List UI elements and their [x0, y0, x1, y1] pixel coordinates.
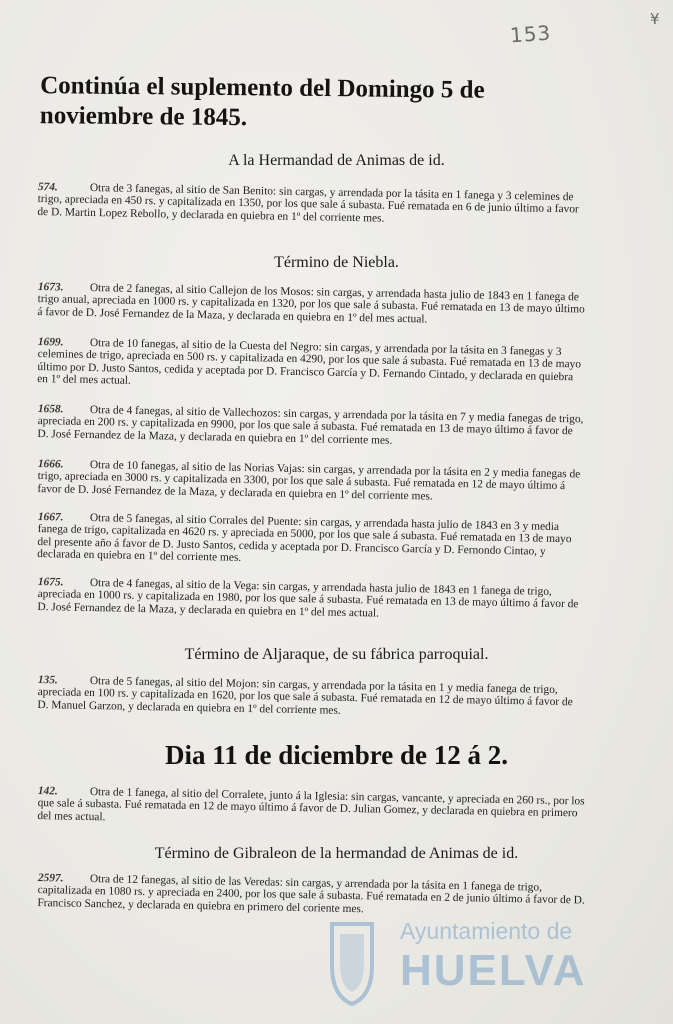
section-heading-hermandad: A la Hermandad de Animas de id.: [228, 152, 445, 169]
list-item: [37, 511, 586, 571]
entry-text: Otra de 3 fanegas, al sitio de San Benito: sin cargas, y arrendada por la tásita en 1 fanega y 3 celemines de trigo, apreciada en 450 rs. y capitalizada en 1350, por los que sale á subasta. Fué rematada en 6 de junio último a favor de D. Martin Lopez Rebollo, y declarada en quiebra en 1º del corriente mes.: [37, 181, 579, 225]
watermark-line1: Ayuntamiento de: [400, 918, 573, 944]
section-heading-aljaraque: Término de Aljaraque, de su fábrica parroquial.: [184, 646, 489, 663]
entry-number: 1673.: [37, 281, 64, 294]
section-heading-dia: Dia 11 de diciembre de 12 á 2.: [165, 740, 508, 770]
section-heading-niebla: Término de Niebla.: [274, 254, 399, 271]
list-item: [37, 403, 586, 451]
entry-number: 1675.: [37, 576, 64, 589]
list-item: [37, 576, 586, 624]
entry-text: Otra de 12 fanegas, al sitio de las Veredas: sin cargas, y arrendada por la tásita en 1 fanega de trigo, capitalizada en 1080 rs. y apreciada en 2400, por los que sale á subasta. Fué rematada en 2 de junio último á favor de D. Francisco Sanchez, y declarada en quiebra en primero del coriente mes.: [37, 872, 585, 916]
entry-number: 135.: [37, 674, 58, 687]
entry-number: 2597.: [37, 872, 64, 885]
page-number: 153: [509, 20, 552, 48]
list-item: [37, 872, 586, 920]
entry-text: Otra de 5 fanegas, al sitio del Mojon: sin cargas, y arrendada por la tásita en 1 y media fanega de trigo, apreciada en 100 rs. y capitalizada en 1620, por los que sale á subasta. Fué rematada en 12 de mayo último á favor de D. Manuel Garzon, y declarada en quiebra en 1º del corriente mes.: [37, 674, 573, 717]
list-item: [37, 336, 586, 396]
city-seal-icon: [262, 918, 382, 1008]
page-title: Continúa el suplemento del Domingo 5 de noviembre de 1845.: [39, 72, 485, 132]
entry-text: Otra de 10 fanegas, al sitio de la Cuesta del Negro: sin cargas, y arrendada por la tásita en 3 fanegas y 3 celemines de trigo, apreciada en 500 rs. y capitalizada en 4290, por los que sale á subasta. Fué rematada en 13 de mayo último por D. Justo Santos, cedida y aceptada por D. Francisco García y D. Fernando Cintado, y declarada en quiebra en 1º del mes actual.: [37, 336, 582, 388]
list-item: [37, 785, 586, 833]
list-item: [37, 458, 586, 506]
entry-number: 1666.: [37, 458, 64, 471]
list-item: [37, 281, 586, 329]
entry-number: 1658.: [37, 403, 64, 416]
entry-number: 142.: [37, 785, 58, 798]
entry-number: 1667.: [37, 511, 64, 524]
entry-text: Otra de 4 fanegas, al sitio de la Vega: sin cargas, y arrendada hasta julio de 1843 en 1 fanega de trigo, apreciada en 1000 rs. y capitalizada en 1980, por los que sale á subasta. Fué rematada en 13 de mayo último á favor de D. José Fernandez de la Maza, y declarada en quiebra en 1º del mes actual.: [37, 576, 579, 620]
entry-text: Otra de 4 fanegas, al sitio de Vallechozos: sin cargas, y arrendada por la tásita en 7 y media fanegas de trigo, apreciada en 200 rs. y capitalizada en 9900, por los que sale á subasta. Fué rematada en 13 de mayo último á favor de D. José Fernandez de la Maza, y declarada en quiebra en 1º del corriente mes.: [37, 403, 584, 447]
entry-text: Otra de 2 fanegas, al sitio Callejon de los Mosos: sin cargas, y arrendada hasta julio de 1843 en 1 fanega de trigo anual, apreciada en 1000 rs. y capitalizada en 1320, por los que sale á subasta. Fué rematada en 13 de mayo último á favor de D. José Fernandez de la Maza, y declarada en quiebra en 1º del mes actual.: [37, 281, 585, 326]
entry-text: Otra de 1 fanega, al sitio del Corralete, junto á la Iglesia: sin cargas, vancante, y apreciada en 260 rs., por los que sale á subasta. Fué rematada en 12 de mayo último á favor de D. Julian Gomez, y declarada en quiebra en primero del mes actual.: [37, 785, 585, 824]
list-item: [37, 181, 586, 229]
section-heading-gibraleon: Término de Gibraleon de la hermandad de Animas de id.: [154, 845, 519, 862]
corner-mark: ¥: [650, 10, 660, 28]
entry-number: 1699.: [37, 336, 64, 349]
entry-number: 574.: [37, 181, 58, 194]
watermark: [262, 918, 602, 1008]
entry-text: Otra de 10 fanegas, al sitio de las Norias Vajas: sin cargas, y arrendada por la tásita en 2 y media fanegas de trigo, apreciada en 3000 rs. y capitalizada en 3300, por los que sale á subasta. Fué rematada en 12 de mayo último á favor de D. José Fernandez de la Maza, y declarada en quiebra en 1º del corriente mes.: [37, 458, 581, 503]
watermark-line2: HUELVA: [400, 946, 587, 995]
entry-text: Otra de 5 fanegas, al sitio Corrales del Puente: sin cargas, y arrendada hasta julio de 1843 en 3 y media fanega de trigo, capitalizada en 4620 rs. y apreciada en 5000, por los que sale á subasta. Fué rematada en 13 de mayo del presente año á favor de D. Justo Santos, cedida y aceptada por D. Francisco García y D. Fernondo Cintao, y declarada en quiebra en 1º del corriente mes.: [37, 511, 572, 565]
list-item: [37, 674, 586, 722]
